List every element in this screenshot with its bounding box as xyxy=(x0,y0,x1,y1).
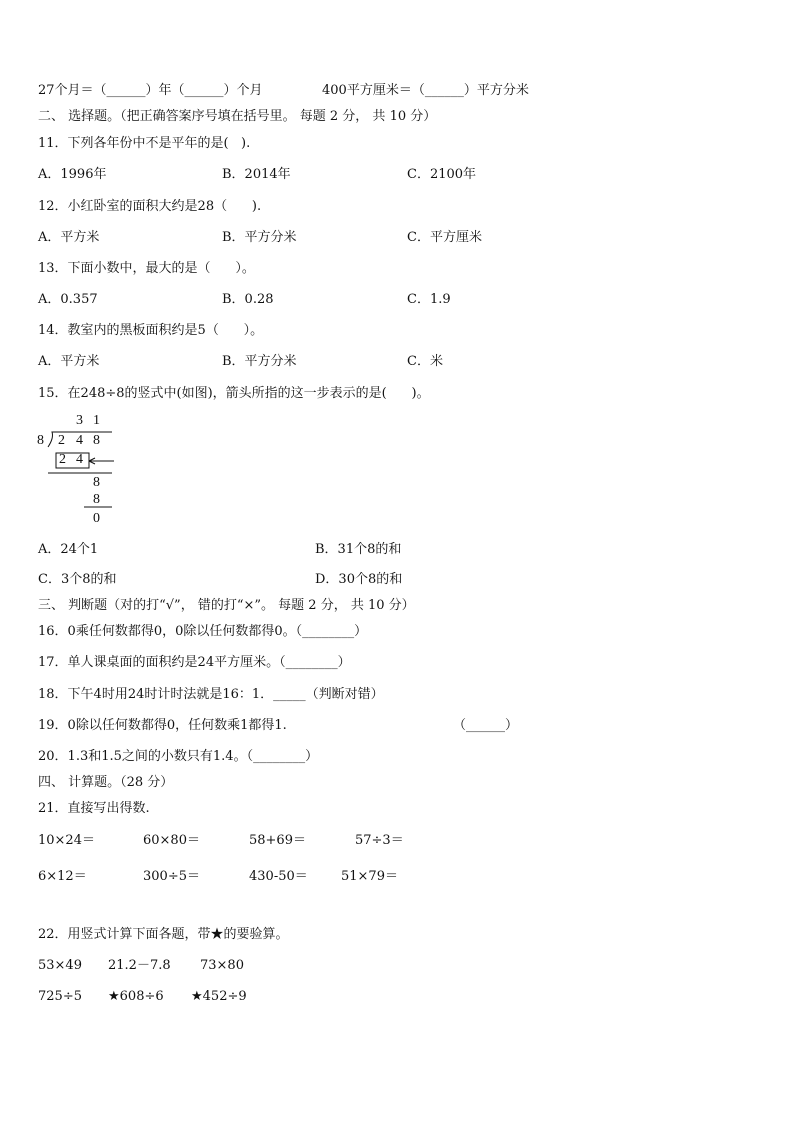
q21-item: 6×12＝ xyxy=(38,869,87,884)
section-4-title: 四、 计算题。（28 分） xyxy=(38,775,174,790)
q12-option-c: C．平方厘米 xyxy=(407,230,482,245)
step1-digit-2: 4 xyxy=(76,452,83,467)
q15-option-b: B．31个8的和 xyxy=(315,542,402,557)
q22-item: ★452÷9 xyxy=(191,989,247,1004)
quotient-digit-2: 1 xyxy=(93,413,100,428)
q16-text: 16．0乘任何数都得0，0除以任何数都得0。（________） xyxy=(38,624,368,639)
q-prev-part-b: 400平方厘米＝（______）平方分米 xyxy=(322,83,529,98)
q19-answer-blank: （______） xyxy=(453,718,519,733)
q15-option-c: C．3个8的和 xyxy=(38,572,117,587)
q12-stem: 12．小红卧室的面积大约是28（ ). xyxy=(38,199,262,214)
divisor: 8 xyxy=(37,433,44,448)
long-division-figure xyxy=(34,410,154,530)
section-2-title: 二、 选择题。（把正确答案序号填在括号里。 每题 2 分， 共 10 分） xyxy=(38,109,437,124)
q13-stem: 13．下面小数中，最大的是（ ）。 xyxy=(38,261,255,276)
q21-item: 51×79＝ xyxy=(341,869,398,884)
q15-option-d: D．30个8的和 xyxy=(315,572,403,587)
dividend-digit-1: 2 xyxy=(58,433,65,448)
q13-option-b: B．0.28 xyxy=(222,292,274,307)
q22-item: 53×49 xyxy=(38,958,82,973)
q21-item: 57÷3＝ xyxy=(355,833,404,848)
q21-item: 58+69＝ xyxy=(249,833,306,848)
subtract-digit: 8 xyxy=(93,492,100,507)
quotient-digit-1: 3 xyxy=(76,413,83,428)
q15-stem: 15．在248÷8的竖式中(如图)，箭头所指的这一步表示的是( )。 xyxy=(38,386,430,401)
bring-down-digit: 8 xyxy=(93,475,100,490)
q21-item: 430-50＝ xyxy=(249,869,308,884)
remainder-digit: 0 xyxy=(93,511,100,526)
q11-option-a: A．1996年 xyxy=(38,167,107,182)
q15-option-a: A．24个1 xyxy=(38,542,99,557)
dividend-digit-2: 4 xyxy=(76,433,83,448)
q22-item: 725÷5 xyxy=(38,989,82,1004)
q12-option-b: B．平方分米 xyxy=(222,230,297,245)
q22-item: 73×80 xyxy=(200,958,244,973)
q22-stem: 22．用竖式计算下面各题，带★的要验算。 xyxy=(38,927,289,942)
q12-option-a: A．平方米 xyxy=(38,230,100,245)
q22-item: 21.2－7.8 xyxy=(108,958,171,973)
q-prev-part-a: 27个月＝（______）年（______）个月 xyxy=(38,83,263,98)
q21-item: 300÷5＝ xyxy=(143,869,200,884)
q14-option-b: B．平方分米 xyxy=(222,354,297,369)
q14-option-a: A．平方米 xyxy=(38,354,100,369)
q20-text: 20．1.3和1.5之间的小数只有1.4。（________） xyxy=(38,749,319,764)
q18-text: 18．下午4时用24时计时法就是16：1．_____（判断对错） xyxy=(38,687,384,702)
q13-option-c: C．1.9 xyxy=(407,292,451,307)
q11-option-b: B．2014年 xyxy=(222,167,291,182)
q13-option-a: A．0.357 xyxy=(38,292,98,307)
q21-item: 10×24＝ xyxy=(38,833,95,848)
dividend-digit-3: 8 xyxy=(93,433,100,448)
q14-option-c: C．米 xyxy=(407,354,443,369)
q21-stem: 21．直接写出得数. xyxy=(38,801,150,816)
q11-stem: 11．下列各年份中不是平年的是( ). xyxy=(38,136,251,151)
step1-digit-1: 2 xyxy=(59,452,66,467)
q11-option-c: C．2100年 xyxy=(407,167,477,182)
q21-item: 60×80＝ xyxy=(143,833,200,848)
q17-text: 17．单人课桌面的面积约是24平方厘米。（________） xyxy=(38,655,351,670)
q14-stem: 14．教室内的黑板面积约是5（ ）。 xyxy=(38,323,264,338)
section-3-title: 三、 判断题（对的打“√”， 错的打“×”。 每题 2 分， 共 10 分） xyxy=(38,598,415,613)
q22-item: ★608÷6 xyxy=(108,989,164,1004)
q19-text: 19．0除以任何数都得0，任何数乘1都得1. xyxy=(38,718,287,733)
